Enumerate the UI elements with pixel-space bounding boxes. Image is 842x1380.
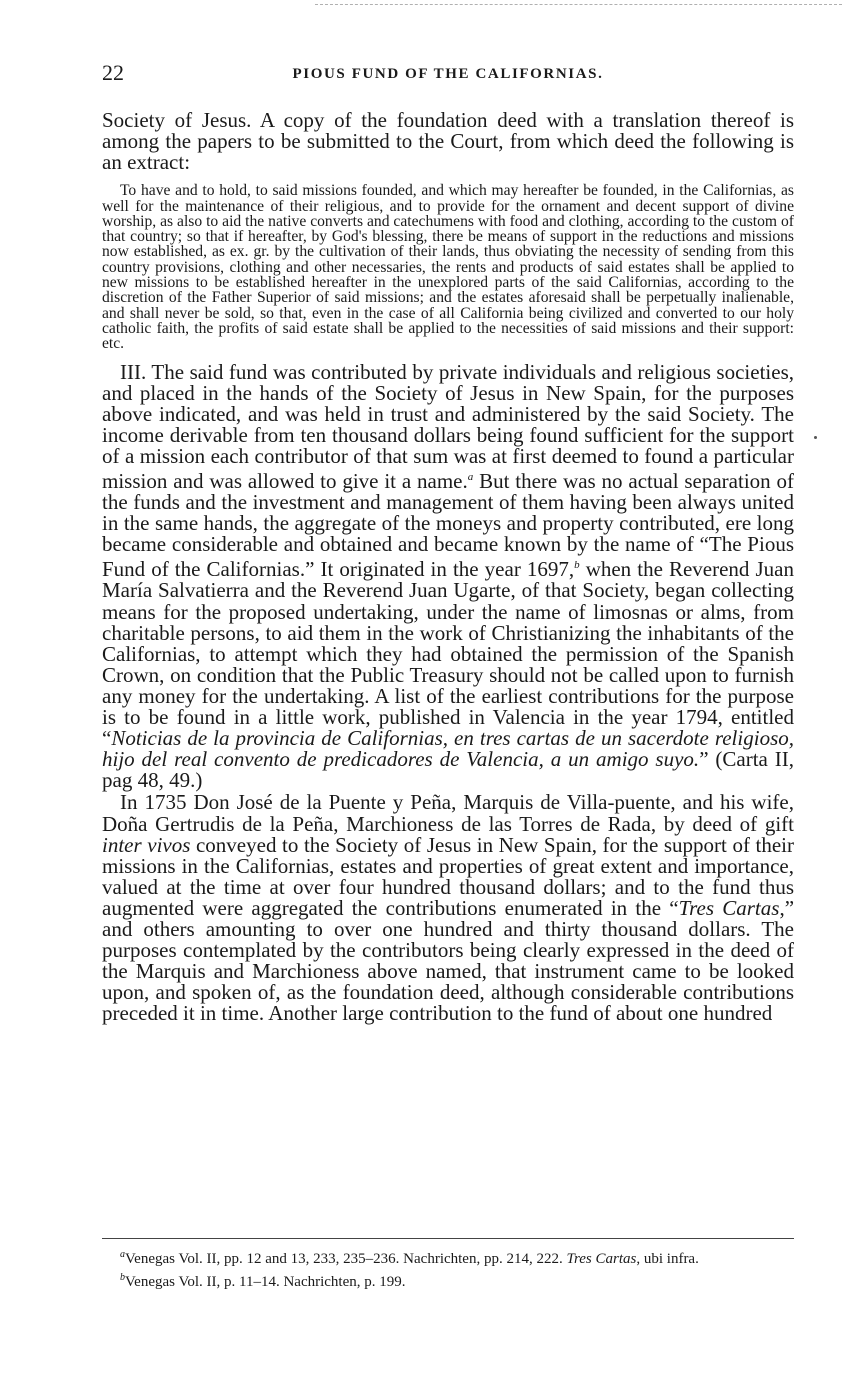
section-iii-paragraph — [102, 359, 795, 793]
paragraph-1735 — [102, 792, 794, 1024]
paragraph-1735-text-3: ,” and others amounting to over one hundred and thirty thousand dollars. The purposes contemplated by the contributors being clearly expressed in the deed of the Marquis and Marchioness above named, that instrument came to be looked upon, and spoken of, as the foundation deed, although considerable contributions preceded it in time. Another large contribution to the fund of about one hundred — [102, 895, 795, 1026]
footnote-b — [102, 1270, 794, 1290]
footnote-a — [102, 1247, 794, 1267]
footnote-b-text: Venegas Vol. II, p. 11–14. Nachrichten, p. 199. — [125, 1274, 406, 1290]
section-iii-text-2: But there was no actual separation of the funds and the investment and management of them having been always united in the same hands, the aggregate of the moneys and property contributed, ere long became considerable and obtained and became known by the name of “The Pious Fund of the Californias.” It originated in the year 1697, — [102, 469, 795, 582]
intro-paragraph: Society of Jesus. A copy of the foundation deed with a translation thereof is among the papers to be submitted to the Court, from which deed the following is an extract: — [102, 108, 794, 175]
scan-speck — [814, 436, 817, 439]
section-iii-text-1: III. The said fund was contributed by private individuals and religious societies, and placed in the hands of the Society of Jesus in New Spain, for the purposes above indicated, and was held in trust and administered by the said Society. The income derivable from ten thousand dollars being found sufficient for the support of a mission each contributor of that sum was at first deemed to found a particular mission and was allowed to give it a name. — [102, 359, 794, 494]
section-iii-text-4: ” (Carta II, pag 48, 49.) — [102, 747, 794, 793]
body-text — [102, 110, 794, 1024]
running-head — [102, 60, 794, 90]
footnote-rule — [102, 1238, 794, 1239]
paragraph-1735-text-1: In 1735 Don José de la Puente y Peña, Marquis de Villa-puente, and his wife, Doña Gertrudis de la Peña, Marchioness de las Torres de Rada, by deed of gift — [102, 790, 794, 836]
footnotes — [102, 1247, 794, 1290]
section-iii-text-3: when the Reverend Juan María Salvatierra and the Reverend Juan Ugarte, of that Society, began collecting means for the proposed undertaking, under the name of limosnas or alms, from charitable persons, to aid them in the work of Christianizing the inhabitants of the Californias, to attempt which they had obtained the permission of the Spanish Crown, on condition that the Public Treasury should not be called upon to furnish any money for the undertaking. A list of the earliest contributions for the purpose is to be found in a little work, published in Valencia in the year 1794, entitled “ — [102, 557, 794, 751]
inter-vivos-term: inter vivos — [102, 832, 191, 857]
tres-cartas-title: Tres Cartas — [678, 895, 780, 920]
footnote-a-text: Venegas Vol. II, pp. 12 and 13, 233, 235–236. Nachrichten, pp. 214, 222. — [125, 1251, 567, 1267]
book-title: Noticias de la provincia de Californias, en tres cartas de un sacerdote religioso, hijo del real convento de predicadores de Valencia, a un amigo suyo. — [102, 726, 794, 772]
footnote-ref-b: b — [574, 559, 580, 572]
paragraph-1735-text-2: conveyed to the Society of Jesus in New Spain, for the support of their missions in the Californias, estates and properties of great extent and importance, valued at the time at over four hundred thousand dollars; and to the fund thus augmented were aggregated the contributions enumerated in the “ — [102, 832, 795, 920]
foundation-deed-extract: To have and to hold, to said missions founded, and which may hereafter be founded, in the Californias, as well for the maintenance of their religious, and to provide for the ornament and decent support of divine worship, as also to aid the native converts and catechumens with food and clothing, according to the custom of that country; so that if hereafter, by God's blessing, there be means of support in the reductions and missions now established, as ex. gr. by the cultivation of their lands, thus obviating the necessity of sending from this country provisions, clothing and other necessaries, the rents and products of said estates shall be applied to new missions to be established hereafter in the unexplored parts of the said Californias, according to the discretion of the Father Superior of said missions; and the estates aforesaid shall be perpetually inalienable, and shall never be sold, so that, even in the case of all California being civilized and converted to our holy catholic faith, the profits of said estate shall be applied to the necessities of said missions and their support: etc. — [102, 182, 794, 353]
page-number: 22 — [102, 60, 124, 85]
footnote-a-mark: a — [120, 1249, 125, 1260]
footnote-a-italic: Tres Cartas — [566, 1251, 637, 1267]
footnote-b-mark: b — [120, 1272, 125, 1283]
footnote-a-tail: , ubi infra. — [636, 1251, 699, 1267]
footnote-ref-a: a — [467, 471, 474, 484]
running-title: PIOUS FUND OF THE CALIFORNIAS. — [292, 66, 604, 82]
scan-edge-rule — [315, 4, 842, 5]
